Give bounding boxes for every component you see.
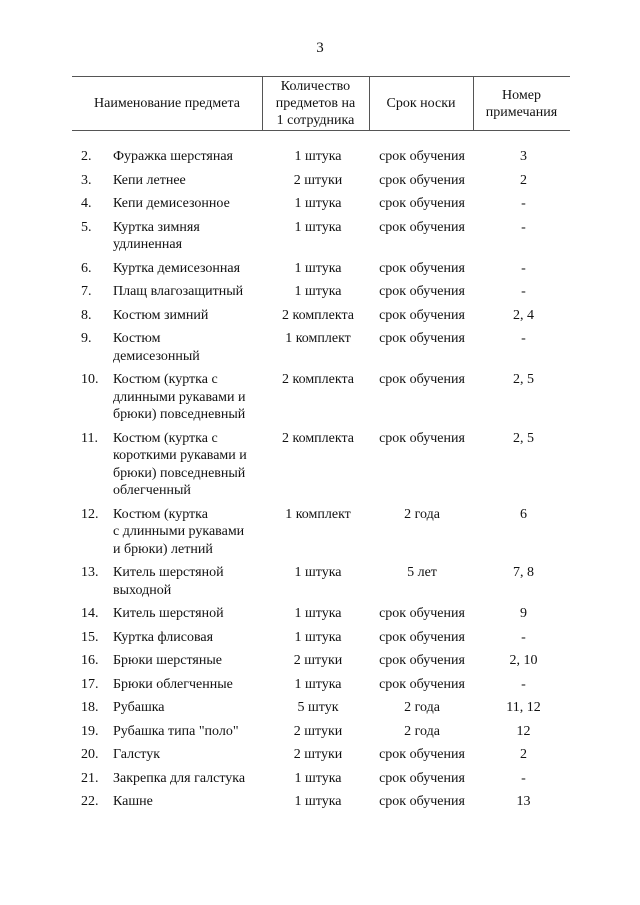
page-number: 3 xyxy=(316,40,324,56)
item-note-number: 2, 5 xyxy=(513,430,534,446)
item-quantity: 2 штуки xyxy=(293,747,343,762)
item-name-line: Костюм (куртка с xyxy=(113,372,218,387)
item-wear-term: срок обучения xyxy=(379,794,465,809)
item-note-number: 2 xyxy=(520,747,527,762)
item-name xyxy=(113,371,268,424)
item-name-line: Рубашка xyxy=(113,700,165,715)
item-name-line: Закрепка для галстука xyxy=(113,770,246,786)
item-wear-term: срок обучения xyxy=(379,149,465,164)
item-note-number: 9 xyxy=(520,606,527,621)
item-name xyxy=(113,172,268,190)
item-name xyxy=(113,195,268,213)
item-name-line: Костюм xyxy=(113,331,161,346)
row-number: 5. xyxy=(81,219,92,235)
row-number: 10. xyxy=(81,372,99,387)
header-qty-line: предметов на xyxy=(275,96,356,111)
item-quantity: 2 штуки xyxy=(293,723,343,739)
item-name-line: длинными рукавами и xyxy=(113,389,246,405)
item-wear-term: срок обучения xyxy=(379,606,465,621)
item-name-line: Кашне xyxy=(113,794,153,809)
item-wear-term: 2 года xyxy=(404,506,440,522)
row-number: 13. xyxy=(81,565,99,580)
item-name xyxy=(113,430,268,500)
row-number: 7. xyxy=(81,284,92,299)
item-name-line: Куртка флисовая xyxy=(113,629,214,645)
item-note-number: 6 xyxy=(520,506,527,522)
header-term: Срок носки xyxy=(386,96,456,111)
item-wear-term: срок обучения xyxy=(379,430,465,446)
item-name xyxy=(113,330,268,365)
item-name-line: Куртка демисезонная xyxy=(113,260,241,276)
item-note-number: - xyxy=(521,284,526,299)
item-wear-term: срок обучения xyxy=(379,196,465,211)
item-name xyxy=(113,652,268,670)
item-wear-term: срок обучения xyxy=(379,629,465,645)
row-number: 18. xyxy=(81,700,99,715)
header-note-line: примечания xyxy=(485,105,558,120)
header-note xyxy=(473,87,570,121)
item-name xyxy=(113,148,268,166)
item-name-line: Куртка зимняя xyxy=(113,219,200,235)
item-name xyxy=(113,723,268,741)
header-top-rule xyxy=(72,76,570,77)
item-wear-term: 2 года xyxy=(404,700,440,715)
item-name-line: демисезонный xyxy=(113,348,200,364)
item-quantity: 1 штука xyxy=(294,565,342,580)
item-note-number: - xyxy=(521,629,526,645)
header-name: Наименование предмета xyxy=(94,96,240,111)
item-wear-term: срок обучения xyxy=(379,307,465,323)
item-name-line: Фуражка шерстяная xyxy=(113,149,233,164)
item-name-line: удлиненная xyxy=(113,237,183,252)
item-name-line: Брюки облегченные xyxy=(113,676,233,692)
item-quantity: 2 штуки xyxy=(293,653,343,668)
item-quantity: 2 комплекта xyxy=(282,430,354,446)
item-note-number: 12 xyxy=(516,723,531,739)
item-wear-term: срок обучения xyxy=(379,172,465,188)
item-name-line: облегченный xyxy=(113,483,191,498)
row-number: 11. xyxy=(81,430,98,446)
item-wear-term: срок обучения xyxy=(379,372,465,387)
item-note-number: 2, 5 xyxy=(513,372,534,387)
item-name-line: и брюки) летний xyxy=(113,541,213,557)
item-wear-term: срок обучения xyxy=(379,770,465,786)
item-note-number: - xyxy=(521,676,526,692)
item-name-line: короткими рукавами и xyxy=(113,448,247,463)
item-quantity: 2 штуки xyxy=(293,172,343,188)
item-quantity: 1 штука xyxy=(294,629,342,645)
item-quantity: 1 штука xyxy=(294,196,342,211)
row-number: 17. xyxy=(81,676,99,692)
item-quantity: 5 штук xyxy=(297,700,339,715)
row-number: 19. xyxy=(81,723,99,739)
item-name-line: Китель шерстяной xyxy=(113,606,224,621)
item-name xyxy=(113,506,268,559)
row-number: 15. xyxy=(81,629,99,645)
item-name xyxy=(113,629,268,647)
item-wear-term: срок обучения xyxy=(379,260,465,276)
item-wear-term: срок обучения xyxy=(379,676,465,692)
item-quantity: 1 комплект xyxy=(285,506,351,522)
row-number: 8. xyxy=(81,307,92,323)
item-name-line: Плащ влагозащитный xyxy=(113,284,244,299)
item-quantity: 1 штука xyxy=(294,284,342,299)
item-wear-term: срок обучения xyxy=(379,747,465,762)
item-wear-term: 5 лет xyxy=(407,565,437,580)
row-number: 21. xyxy=(81,770,99,786)
item-note-number: 11, 12 xyxy=(506,700,541,715)
item-name-line: брюки) повседневный xyxy=(113,407,246,422)
item-note-number: - xyxy=(521,196,526,211)
item-quantity: 1 комплект xyxy=(285,331,351,346)
item-wear-term: срок обучения xyxy=(379,284,465,299)
item-name xyxy=(113,283,268,301)
header-qty-line: 1 сотрудника xyxy=(276,113,355,128)
row-number: 12. xyxy=(81,506,99,522)
item-wear-term: срок обучения xyxy=(379,653,465,668)
item-note-number: - xyxy=(521,260,526,276)
item-name xyxy=(113,770,268,788)
item-name xyxy=(113,260,268,278)
item-name xyxy=(113,793,268,811)
item-note-number: 2, 10 xyxy=(509,653,538,668)
item-name-line: Рубашка типа "поло" xyxy=(113,723,239,739)
item-name xyxy=(113,564,268,599)
item-note-number: 13 xyxy=(516,794,531,809)
item-note-number: 3 xyxy=(520,149,527,164)
item-wear-term: срок обучения xyxy=(379,219,465,235)
item-note-number: 7, 8 xyxy=(513,565,534,580)
header-note-line: Номер xyxy=(502,88,541,103)
item-name-line: Брюки шерстяные xyxy=(113,653,222,668)
row-number: 2. xyxy=(81,149,92,164)
item-quantity: 1 штука xyxy=(294,606,342,621)
item-quantity: 1 штука xyxy=(294,260,342,276)
row-number: 22. xyxy=(81,794,99,809)
item-quantity: 1 штука xyxy=(294,770,342,786)
item-quantity: 2 комплекта xyxy=(282,372,354,387)
row-number: 4. xyxy=(81,196,92,211)
row-number: 6. xyxy=(81,260,92,276)
item-wear-term: 2 года xyxy=(404,723,440,739)
item-quantity: 1 штука xyxy=(294,676,342,692)
row-number: 3. xyxy=(81,172,92,188)
item-name-line: Костюм зимний xyxy=(113,307,209,323)
row-number: 20. xyxy=(81,747,99,762)
item-name-line: выходной xyxy=(113,582,172,598)
row-number: 9. xyxy=(81,331,92,346)
item-quantity: 2 комплекта xyxy=(282,307,354,323)
item-note-number: - xyxy=(521,331,526,346)
item-note-number: 2, 4 xyxy=(513,307,534,323)
item-name xyxy=(113,605,268,623)
row-number: 14. xyxy=(81,606,99,621)
item-quantity: 1 штука xyxy=(294,149,342,164)
row-number: 16. xyxy=(81,653,99,668)
header-qty-line: Количество xyxy=(280,79,351,94)
item-name xyxy=(113,219,268,254)
item-name-line: Костюм (куртка xyxy=(113,506,208,522)
item-name xyxy=(113,676,268,694)
item-name-line: Костюм (куртка с xyxy=(113,430,218,446)
item-name-line: Китель шерстяной xyxy=(113,565,224,580)
item-note-number: 2 xyxy=(520,172,527,188)
header-bottom-rule xyxy=(72,130,570,131)
item-quantity: 1 штука xyxy=(294,794,342,809)
item-name-line: Кепи демисезонное xyxy=(113,196,230,211)
item-name-line: с длинными рукавами xyxy=(113,524,245,539)
item-quantity: 1 штука xyxy=(294,219,342,235)
item-name xyxy=(113,699,268,717)
item-wear-term: срок обучения xyxy=(379,331,465,346)
item-name xyxy=(113,746,268,764)
item-note-number: - xyxy=(521,770,526,786)
item-name-line: Кепи летнее xyxy=(113,172,186,188)
header-qty xyxy=(262,78,369,129)
item-name-line: Галстук xyxy=(113,747,161,762)
item-note-number: - xyxy=(521,219,526,235)
item-name xyxy=(113,307,268,325)
item-name-line: брюки) повседневный xyxy=(113,465,246,481)
